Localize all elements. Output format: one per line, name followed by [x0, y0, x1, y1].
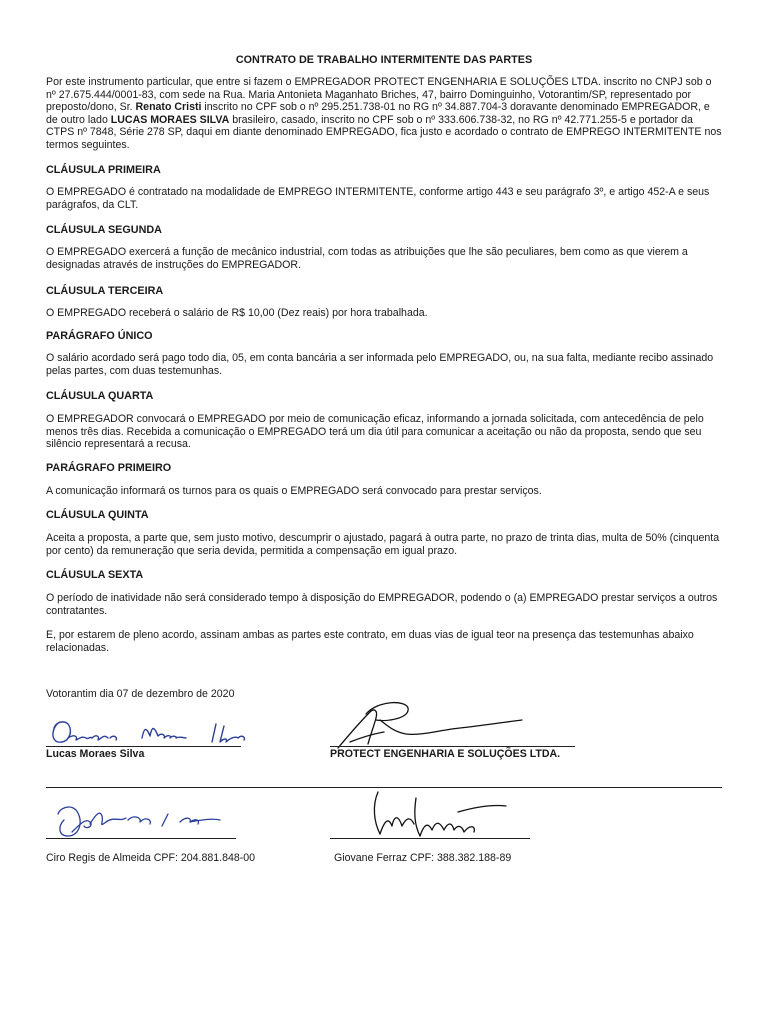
representative-name: Renato Cristi: [135, 101, 202, 114]
witness2-name: Giovane Ferraz CPF: 388.382.188-89: [334, 852, 512, 864]
closing-paragraph: E, por estarem de pleno acordo, assinam ambas as partes este contrato, em duas vias de igual teor na presença das testemunhas abaixo relacionadas.: [46, 629, 694, 654]
clause-text: A comunicação informará os turnos para os quais o EMPREGADO será convocado para prestar serviços.: [46, 485, 542, 497]
witness2-signature: [366, 786, 546, 842]
clause-heading: CLÁUSULA QUINTA: [46, 509, 149, 521]
clause-text: O EMPREGADOR convocará o EMPREGADO por meio de comunicação eficaz, informando a jornada solicitada, com antecedência de pelo menos três dias. Recebida a comunicação o EMPREGADO terá um dia útil para comunicar a aceitação ou não da proposta, sendo que seu silêncio representará a recusa.: [46, 413, 704, 451]
intro-text-3: brasileiro, casado, inscrito no CPF sob o nº 333.606.738-32, no RG nº 42.771.255-5 e portador da CTPS nº 7848, Série 278 SP, daqui em diante denominado EMPREGADO, fica justo e acordado o contrato de EMPREGO INTERMITENTE nos termos seguintes.: [46, 113, 722, 151]
clause-text: O EMPREGADO é contratado na modalidade de EMPREGO INTERMITENTE, conforme artigo 443 e seu parágrafo 3º, e artigo 452-A e seus parágrafos, da CLT.: [46, 186, 710, 211]
witness1-signature: [50, 796, 240, 840]
witness1-signature-line: [46, 838, 236, 839]
clause-text: O EMPREGADO exercerá a função de mecânico industrial, com todas as atribuições que lhe são peculiares, bem como as que vierem a designadas através de instruções do EMPREGADOR.: [46, 246, 688, 271]
clause-text: O salário acordado será pago todo dia, 05, em conta bancária a ser informada pelo EMPREGADO, ou, na sua falta, mediante recibo assinado pelas partes, com duas testemunhas.: [46, 352, 714, 377]
document-title: CONTRATO DE TRABALHO INTERMITENTE DAS PARTES: [235, 54, 533, 66]
clause-heading: CLÁUSULA SEGUNDA: [46, 224, 162, 236]
employee-signature-line: [46, 746, 241, 747]
clause-heading: CLÁUSULA QUARTA: [46, 390, 154, 402]
employer-signature-name: PROTECT ENGENHARIA E SOLUÇÕES LTDA.: [330, 748, 561, 760]
employer-signature: [330, 696, 530, 752]
clause-text: Aceita a proposta, a parte que, sem justo motivo, descumprir o ajustado, pagará à outra parte, no prazo de trinta dias, multa de 50% (cinquenta por cento) da remuneração que seria devida, permitida a compensação em igual prazo.: [46, 532, 720, 557]
witness2-signature-line: [330, 838, 530, 839]
clause-text: O período de inatividade não será considerado tempo à disposição do EMPREGADOR, podendo o (a) EMPREGADO prestar serviços a outros contratantes.: [46, 592, 718, 617]
date-line: Votorantim dia 07 de dezembro de 2020: [46, 688, 235, 700]
clause-heading: CLÁUSULA PRIMEIRA: [46, 164, 161, 176]
intro-text-1: Por este instrumento particular, que entre si fazem o EMPREGADOR PROTECT ENGENHARIA E SOLUÇÕES LTDA. inscrito no CNPJ sob o nº 27.675.444/0001-83, com sede na Rua. Maria Antonieta Maganhato Briches, 47, bairro Dominguinho, Votorantim/SP, representado por preposto/dono, Sr.: [46, 76, 712, 114]
employee-name: LUCAS MORAES SILVA: [110, 113, 230, 126]
employer-signature-line: [330, 746, 575, 747]
intro-text-2: inscrito no CPF sob o nº 295.251.738-01 no RG nº 34.887.704-3 doravante denominado EMPREGADOR, e de outro lado: [46, 101, 710, 126]
clause-text: O EMPREGADO receberá o salário de R$ 10,00 (Dez reais) por hora trabalhada.: [46, 307, 428, 319]
clause-heading: PARÁGRAFO ÚNICO: [46, 330, 153, 342]
clause-heading: CLÁUSULA SEXTA: [46, 569, 144, 581]
employee-signature-name: Lucas Moraes Silva: [46, 748, 145, 760]
clause-heading: PARÁGRAFO PRIMEIRO: [46, 462, 172, 474]
witness1-name: Ciro Regis de Almeida CPF: 204.881.848-00: [46, 852, 256, 864]
clause-heading: CLÁUSULA TERCEIRA: [46, 285, 164, 297]
intro-paragraph: [46, 76, 722, 152]
